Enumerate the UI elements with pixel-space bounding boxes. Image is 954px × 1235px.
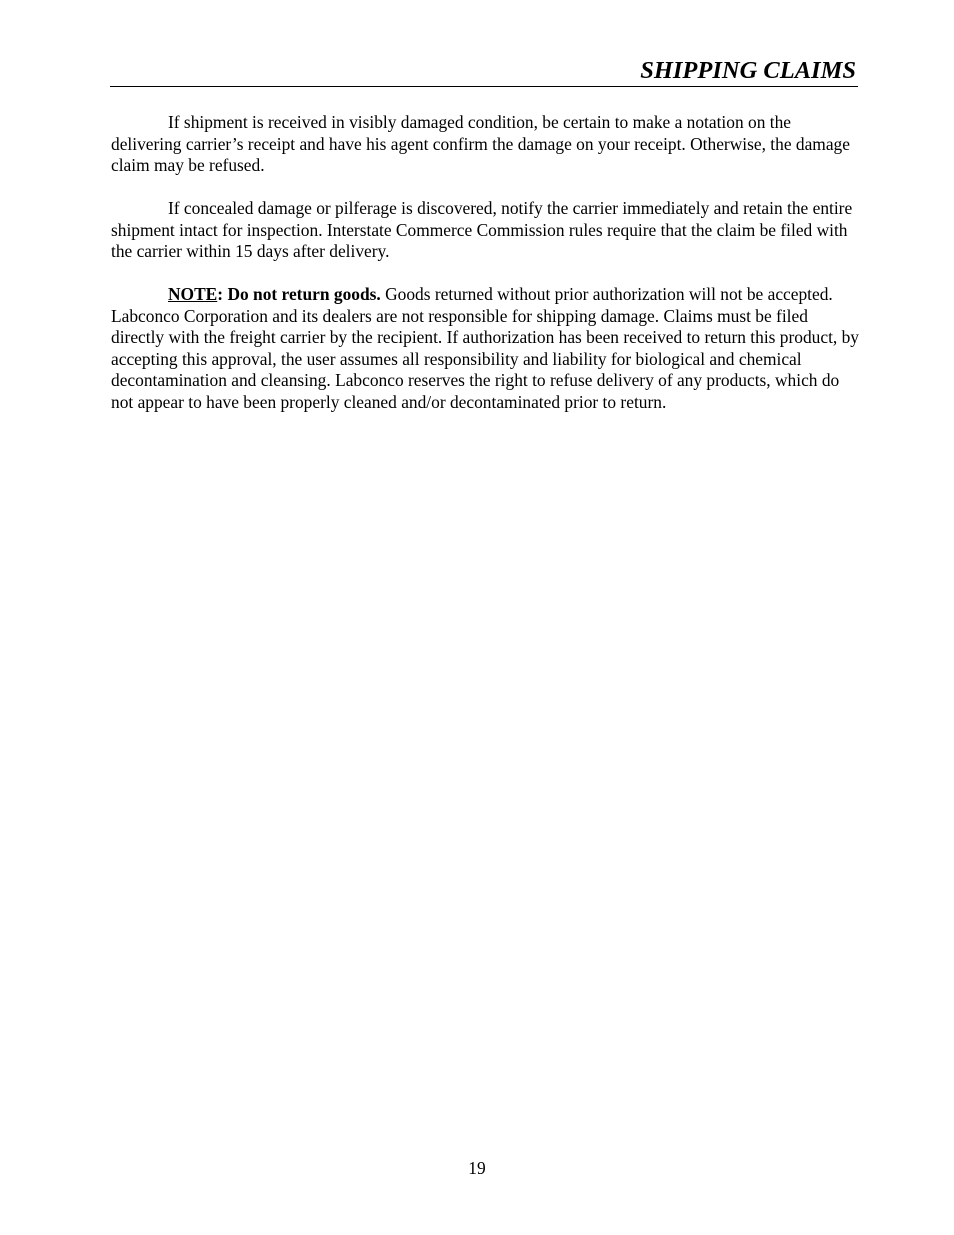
note-emphasis: Do not return goods.	[227, 284, 381, 304]
document-body	[111, 112, 859, 435]
page-number: 19	[468, 1158, 486, 1178]
note-text: Goods returned without prior authorization will not be accepted. Labconco Corporation and its dealers are not responsible for shipping damage. Claims must be filed directly with the freight carrier by the recipient. If authorization has been received to return this product, by accepting this approval, the user assumes all responsibility and liability for biological and chemical decontamination and cleansing. Labconco reserves the right to refuse delivery of any products, which do not appear to have been properly cleaned and/or decontaminated prior to return.	[111, 284, 859, 412]
paragraph-note	[111, 284, 859, 413]
paragraph-damaged-shipment: If shipment is received in visibly damaged condition, be certain to make a notation on the delivering carrier’s receipt and have his agent confirm the damage on your receipt. Otherwise, the damage claim may be refused.	[111, 112, 850, 175]
page-header	[110, 56, 858, 87]
page-title: SHIPPING CLAIMS	[640, 57, 856, 84]
paragraph-concealed-damage: If concealed damage or pilferage is discovered, notify the carrier immediately and retain the entire shipment intact for inspection. Interstate Commerce Commission rules require that the claim be filed with the carrier within 15 days after delivery.	[111, 198, 853, 261]
note-label: NOTE	[168, 284, 218, 304]
note-colon: :	[217, 284, 228, 304]
